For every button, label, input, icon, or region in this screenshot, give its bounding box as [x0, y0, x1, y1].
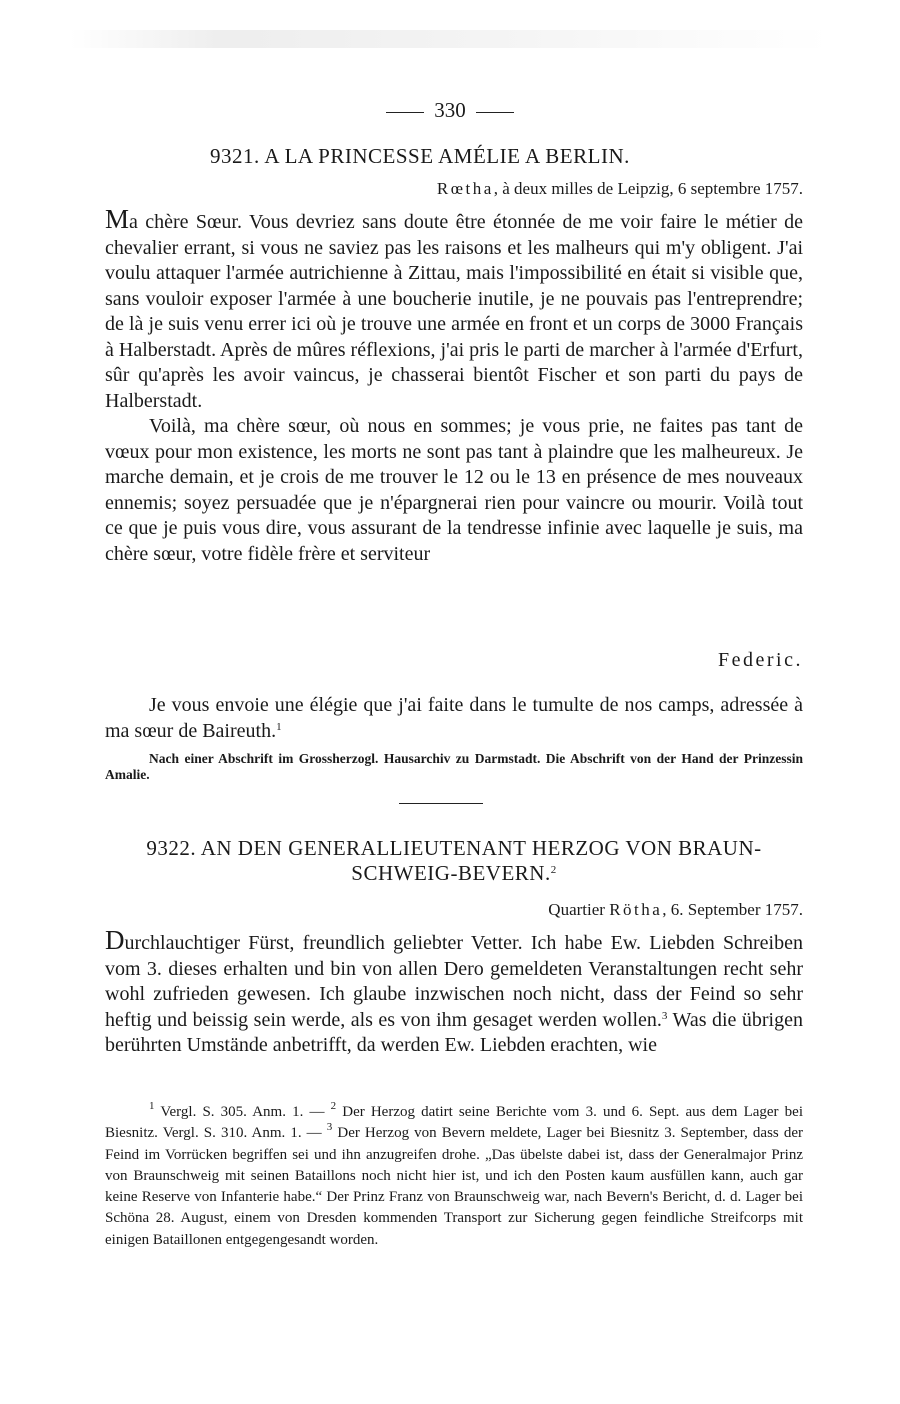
footnote-number: 1 — [149, 1100, 155, 1112]
postscript-text: Je vous envoie une élégie que j'ai faite dans le tumulte de nos camps, adressée à ma sœur de Baireuth. — [105, 694, 803, 742]
drop-capital: M — [105, 204, 130, 234]
footnote-text: Der Herzog von Bevern meldete, Lager bei Biesnitz 3. September, dass der Feind im Vorrücken begriffen sei und ihn anzugreifen drohe. „Das übelste dabei ist, dass der Generalmajor Prinz von Braunschweig mit seinen Bataillons noch nicht hier ist, und ich den Posten kaum ausfüllen kann, auch gar keine Reserve von Infanterie habe.“ Der Prinz Franz von Braunschweig war, nach Bevern's Bericht, d. d. Lager bei Schöna 28. August, einem von Dresden kommenden Transport zur Sicherung gegen feindliche Streifcorps mit einigen Bataillonen entgegengesandt worden. — [105, 1125, 803, 1248]
letter-place-date-9321 — [437, 179, 803, 199]
footnotes — [105, 1102, 803, 1251]
page-number — [0, 98, 900, 123]
postscript — [105, 693, 803, 744]
source-note: Nach einer Abschrift im Grossherzogl. Hausarchiv zu Darmstadt. Die Abschrift von der Hand der Prinzessin Amalie. — [105, 751, 803, 782]
paragraph — [105, 204, 803, 414]
date-text: , à deux milles de Leipzig, 6 septembre 1757. — [493, 179, 803, 198]
paragraph-text: a chère Sœur. Vous devriez sans doute être étonnée de me voir faire le métier de chevalier errant, si vous ne saviez pas les raisons et les malheurs qui m'y obligent. J'ai voulu attaquer l'armée autrichienne à Zittau, mais l'impossibilité en était si visible que, sans vouloir exposer l'armée à une boucherie inutile, je ne pouvais pas l'entreprendre; de là je suis venu errer ici où je trouve une armée en front et un corps de 3000 Français à Halberstadt. Après de mûres réflexions, j'ai pris le parti de marcher à l'armée d'Erfurt, sûr qu'après les avoir vaincus, je chasserai bientôt Fischer et son parti du pays de Halberstadt. — [105, 211, 803, 412]
dash-right — [476, 112, 514, 113]
letter-body-9322 — [105, 925, 803, 1059]
date-text: , 6. September 1757. — [662, 900, 803, 919]
page-number-text: 330 — [434, 98, 466, 122]
paragraph-text-a: urchlauchtiger Fürst, freundlich geliebter Vetter. Ich habe Ew. Liebden Schreiben vom 3. dieses erhalten und bin von allen Dero gemeldeten Veranstaltungen recht sehr wohl zufrieden gewesen. Ich glaube inzwischen noch nicht, dass der Feind so sehr heftig und beissig sein werde, als es von ihm gesaget werden wollen. — [105, 932, 803, 1031]
letter-heading-9321: 9321. A LA PRINCESSE AMÉLIE A BERLIN. — [210, 144, 630, 168]
heading-line-2 — [105, 861, 803, 886]
drop-capital: D — [105, 925, 125, 955]
place-prefix: Quartier — [548, 900, 610, 919]
footnote-text: Der Herzog datirt seine Berichte vom 3. und 6. Sept. aus dem Lager bei Biesnitz. Vergl. S. 310. Anm. 1. — — [105, 1104, 803, 1142]
letter-body-9321 — [105, 204, 803, 567]
letter-heading-9322 — [105, 836, 803, 886]
footnote-ref: 1 — [276, 720, 282, 733]
footnote-ref: 2 — [550, 864, 557, 876]
place-name: Rœtha — [436, 179, 494, 198]
paragraph-text-b: Was die übrigen berührten Umstände anbetrifft, da werden Ew. Liebden erachten, wie — [105, 1008, 803, 1056]
dash-left — [386, 112, 424, 113]
signature: Federic. — [718, 649, 803, 671]
footnote-ref: 3 — [661, 1009, 668, 1022]
letter-place-date-9322 — [548, 900, 803, 920]
section-divider — [399, 803, 483, 804]
footnote-text: Vergl. S. 305. Anm. 1. — — [154, 1104, 331, 1120]
place-name: Rötha — [609, 900, 663, 919]
paragraph: Voilà, ma chère sœur, où nous en sommes; je vous prie, ne faites pas tant de vœux pour mon existence, les morts ne sont pas tant à plaindre que les malheureux. Je marche demain, et je crois de me trouver le 12 ou le 13 en présence de mes nouveaux ennemis; soyez persuadée que je n'épargnerai rien pour vaincre ou mourir. Voilà tout ce que je puis vous dire, vous assurant de la tendresse infinie avec laquelle je suis, ma chère sœur, votre fidèle frère et serviteur — [105, 415, 803, 565]
heading-line-1: 9322. AN DEN GENERALLIEUTENANT HERZOG VON BRAUN- — [146, 836, 762, 860]
heading-line-2-text: SCHWEIG-BEVERN. — [351, 861, 551, 885]
scan-artifact — [70, 30, 830, 48]
footnote-number: 2 — [330, 1100, 337, 1112]
paragraph — [105, 925, 803, 1059]
footnote-number: 3 — [326, 1121, 333, 1134]
